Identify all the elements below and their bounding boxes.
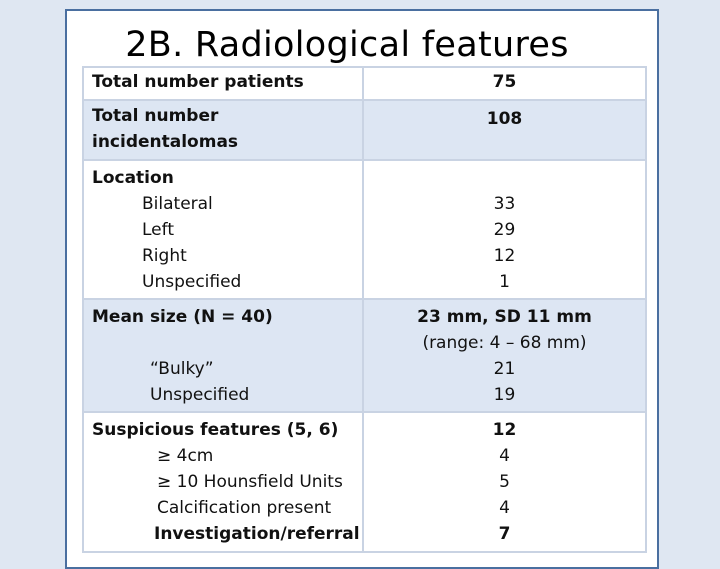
sub-value: 1: [499, 272, 510, 292]
row-value: 23 mm, SD 11 mm: [417, 307, 592, 327]
row-label-cell: [83, 100, 363, 160]
sub-value: 7: [498, 524, 511, 544]
row-label: Mean size (N = 40): [92, 307, 273, 327]
row-label: Total number patients: [92, 72, 304, 92]
row-label-cell: [83, 160, 363, 299]
sub-value: 4: [499, 498, 510, 518]
row-value: 12: [492, 420, 517, 440]
row-label: Total number: [92, 106, 219, 126]
row-value-cell: [363, 412, 646, 552]
table-row: [83, 412, 646, 552]
row-value: 108: [486, 109, 523, 129]
row-value-cell: [363, 100, 646, 160]
sub-value: 29: [493, 220, 516, 240]
row-value-cell: [363, 160, 646, 299]
range-text: (range: 4 – 68 mm): [422, 333, 587, 353]
row-value-cell: [363, 67, 646, 100]
sub-value: 21: [493, 359, 516, 379]
sub-label: Calcification present: [157, 498, 332, 518]
table-row: [83, 67, 646, 100]
row-label: Suspicious features (5, 6): [92, 420, 339, 440]
table-row: [83, 160, 646, 299]
row-label-cell: [83, 67, 363, 100]
sub-label: Investigation/referral: [154, 524, 360, 544]
sub-label: Left: [142, 220, 174, 240]
features-table: [82, 66, 647, 553]
row-value: 75: [492, 72, 517, 92]
sub-value: 4: [499, 446, 510, 466]
table-row: [83, 299, 646, 412]
sub-label: “Bulky”: [150, 359, 214, 379]
sub-label: Unspecified: [150, 385, 250, 405]
sub-label: Right: [142, 246, 187, 266]
sub-label: ≥ 4cm: [157, 446, 214, 466]
row-label: Location: [92, 168, 174, 188]
row-value-cell: [363, 299, 646, 412]
row-label-line2: incidentalomas: [92, 132, 239, 152]
sub-value: 33: [493, 194, 516, 214]
row-label-cell: [83, 412, 363, 552]
sub-value: 19: [493, 385, 516, 405]
sub-value: 12: [493, 246, 516, 266]
sub-value: 5: [499, 472, 510, 492]
sub-label: ≥ 10 Hounsfield Units: [157, 472, 343, 492]
row-label-cell: [83, 299, 363, 412]
slide-title: 2B. Radiological features: [125, 25, 569, 65]
table-row: [83, 100, 646, 160]
sub-label: Unspecified: [142, 272, 242, 292]
sub-label: Bilateral: [142, 194, 213, 214]
